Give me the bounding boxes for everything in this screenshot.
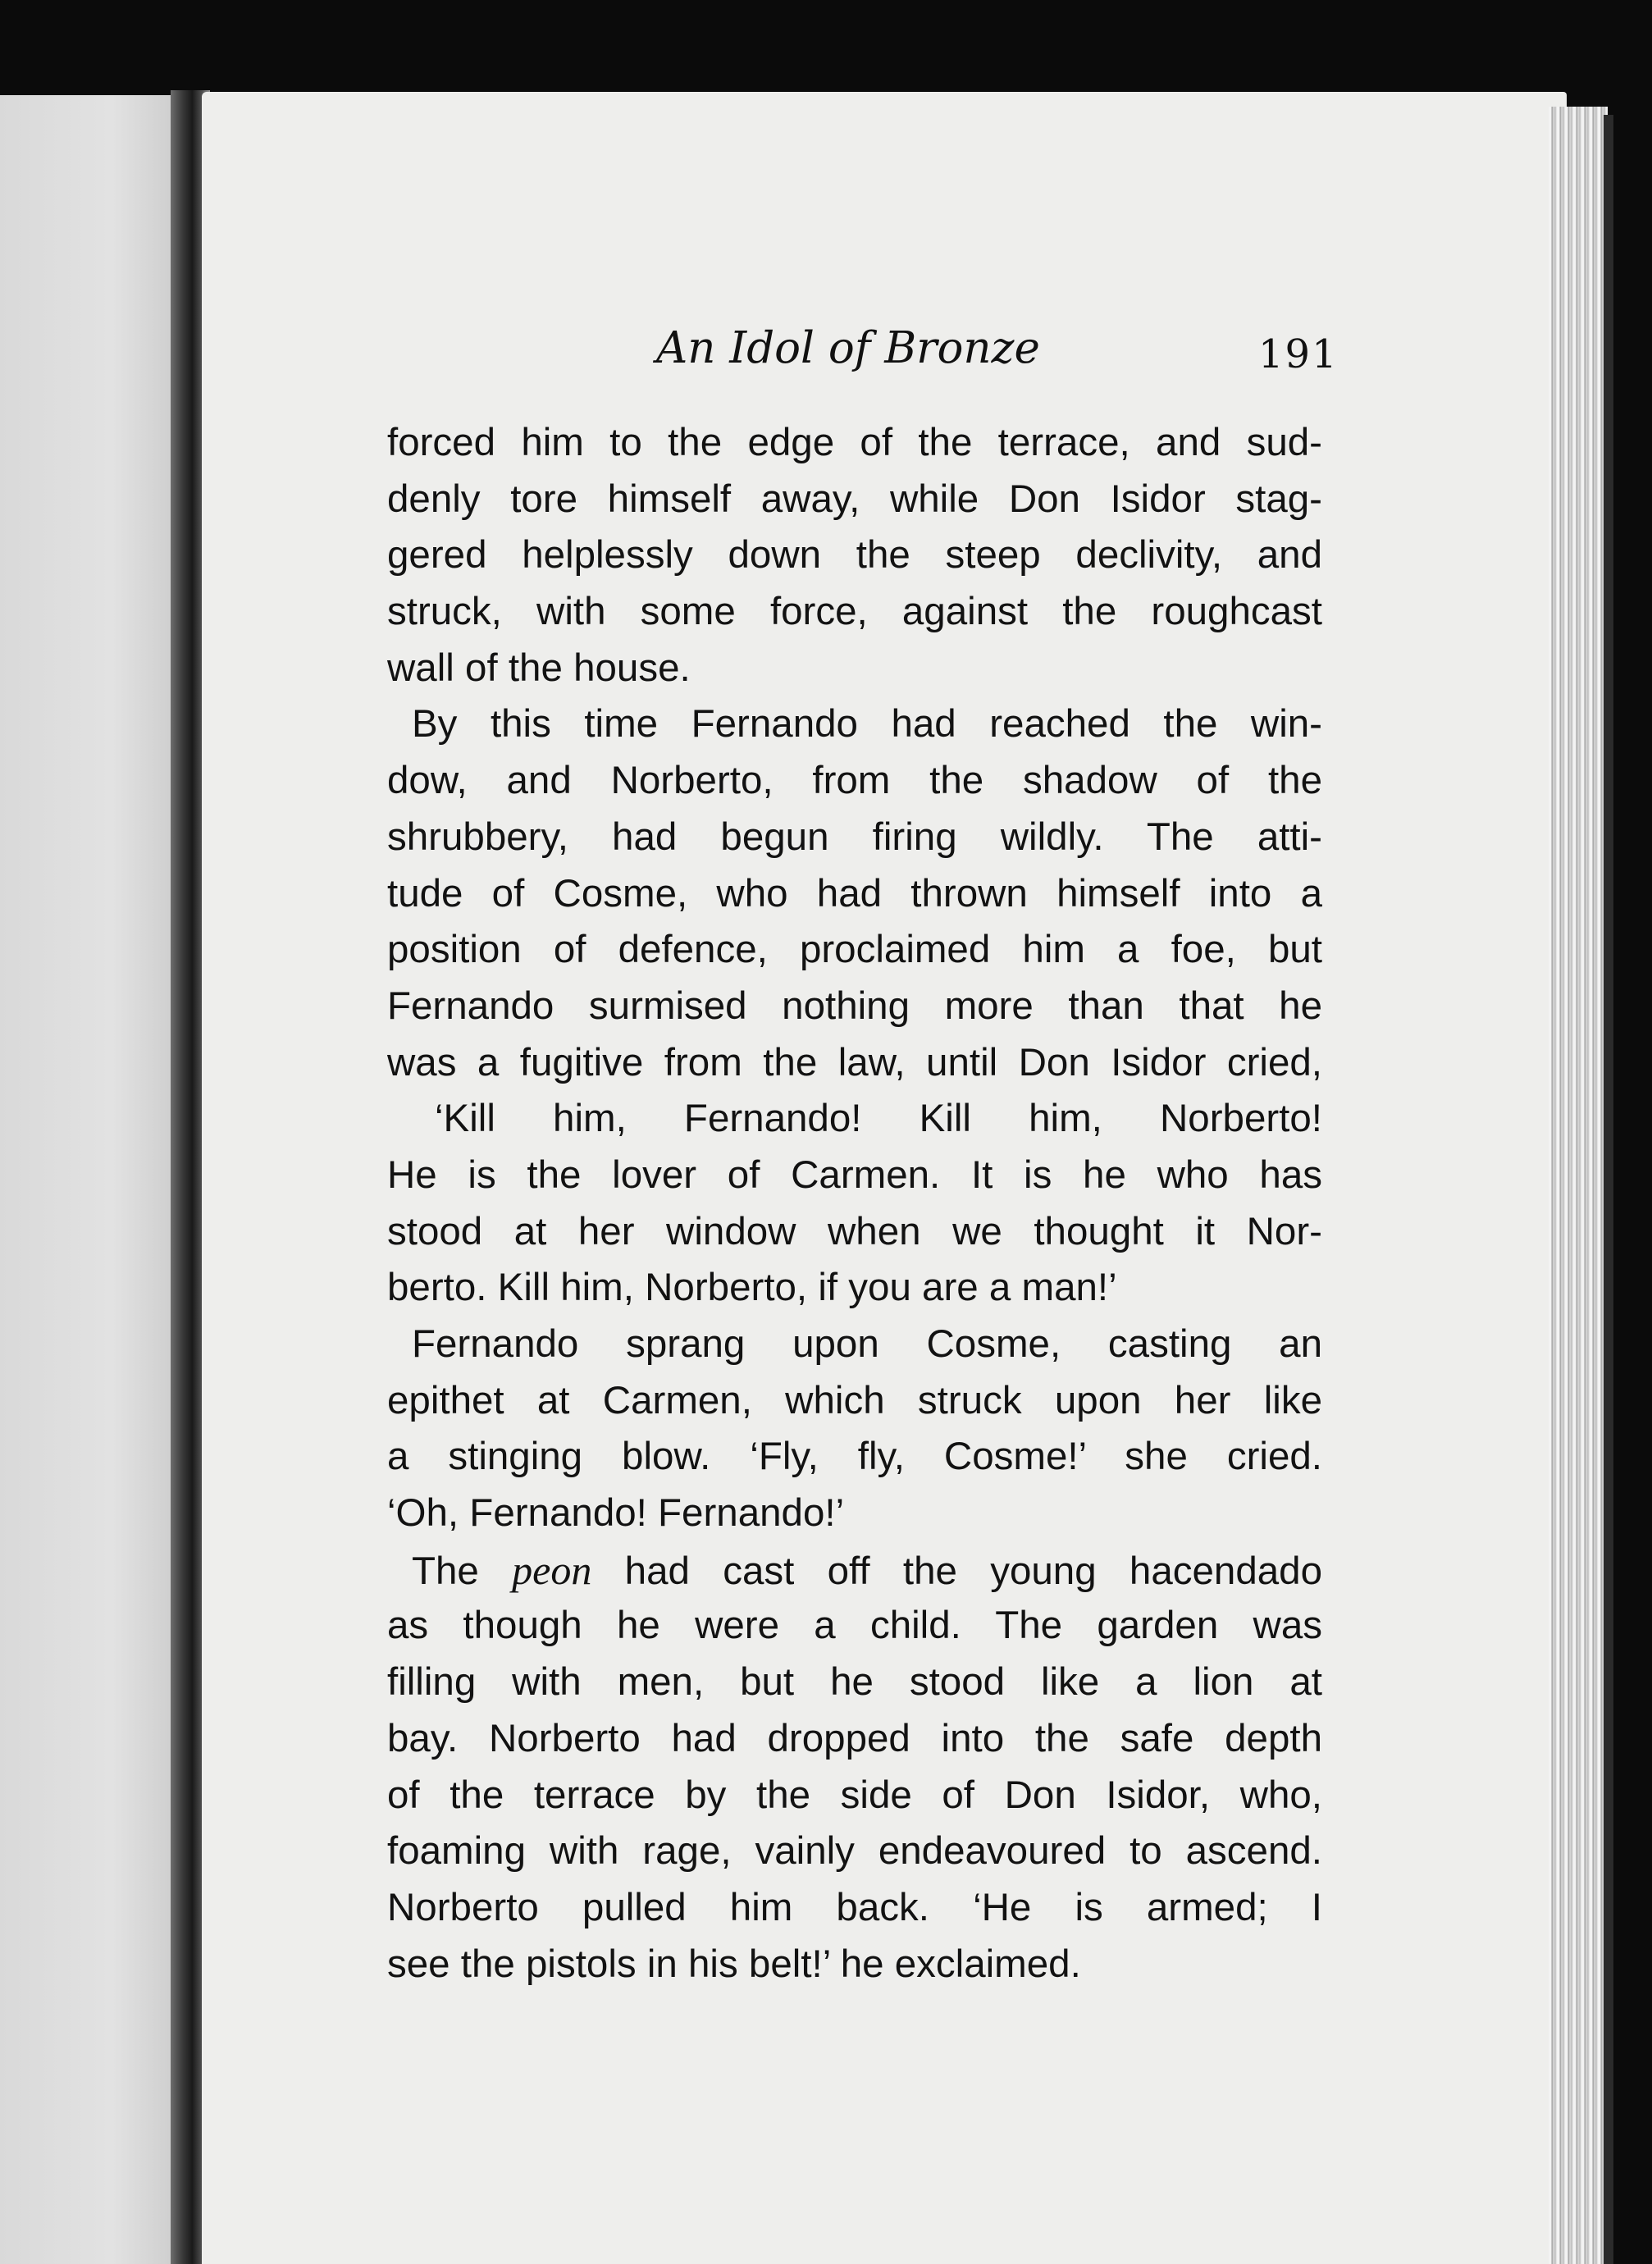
text-line: denly tore himself away, while Don Isidor stag-: [387, 477, 1322, 521]
text-line: shrubbery, had begun firing wildly. The atti-: [387, 815, 1322, 859]
text-line: filling with men, but he stood like a lion at: [387, 1660, 1322, 1705]
text-line: a stinging blow. ‘Fly, fly, Cosme!’ she cried.: [387, 1435, 1322, 1479]
text-line: stood at her window when we thought it Nor-: [387, 1209, 1322, 1253]
text-line: position of defence, proclaimed him a foe, but: [387, 928, 1322, 972]
left-page-edge: [0, 95, 187, 2264]
text-line: was a fugitive from the law, until Don Isidor cried,: [387, 1040, 1322, 1084]
text-line: bay. Norberto had dropped into the safe depth: [387, 1716, 1322, 1760]
text-line: gered helplessly down the steep declivity, and: [387, 533, 1322, 577]
text-line: Norberto pulled him back. ‘He is armed; I: [387, 1885, 1322, 1929]
text-line: dow, and Norberto, from the shadow of the: [387, 759, 1322, 803]
text-line: ‘Oh, Fernando! Fernando!’: [387, 1491, 845, 1536]
text-line: Fernando sprang upon Cosme, casting an: [412, 1322, 1322, 1366]
text-line: He is the lover of Carmen. It is he who has: [387, 1153, 1322, 1197]
text-run: The: [412, 1549, 513, 1593]
text-line: wall of the house.: [387, 646, 691, 690]
text-line: foaming with rage, vainly endeavoured to ascend.: [387, 1829, 1322, 1874]
body-text: [387, 415, 1322, 1992]
text-line-with-italic: [387, 1542, 1322, 1599]
text-line: By this time Fernando had reached the win-: [412, 702, 1322, 746]
text-line: as though he were a child. The garden was: [387, 1604, 1322, 1648]
text-line: struck, with some force, against the roughcast: [387, 590, 1322, 634]
text-line: of the terrace by the side of Don Isidor, who,: [387, 1773, 1322, 1817]
italic-word: peon: [512, 1546, 592, 1593]
text-line: epithet at Carmen, which struck upon her like: [387, 1378, 1322, 1422]
page-number: 191: [1258, 331, 1339, 377]
text-line: Fernando surmised nothing more than that he: [387, 984, 1322, 1028]
text-line: tude of Cosme, who had thrown himself into a: [387, 871, 1322, 915]
text-line: see the pistols in his belt!’ he exclaimed.: [387, 1942, 1081, 1986]
page-stack-edge: [1549, 107, 1608, 2264]
text-line: forced him to the edge of the terrace, and sud-: [387, 421, 1322, 464]
text-line: ‘Kill him, Fernando! Kill him, Norberto!: [435, 1097, 1322, 1141]
running-title: An Idol of Bronze: [656, 323, 1040, 373]
book-cover-edge: [1604, 115, 1613, 2264]
text-line: berto. Kill him, Norberto, if you are a man!’: [387, 1266, 1117, 1310]
text-run: had cast off the young hacendado: [591, 1549, 1322, 1593]
